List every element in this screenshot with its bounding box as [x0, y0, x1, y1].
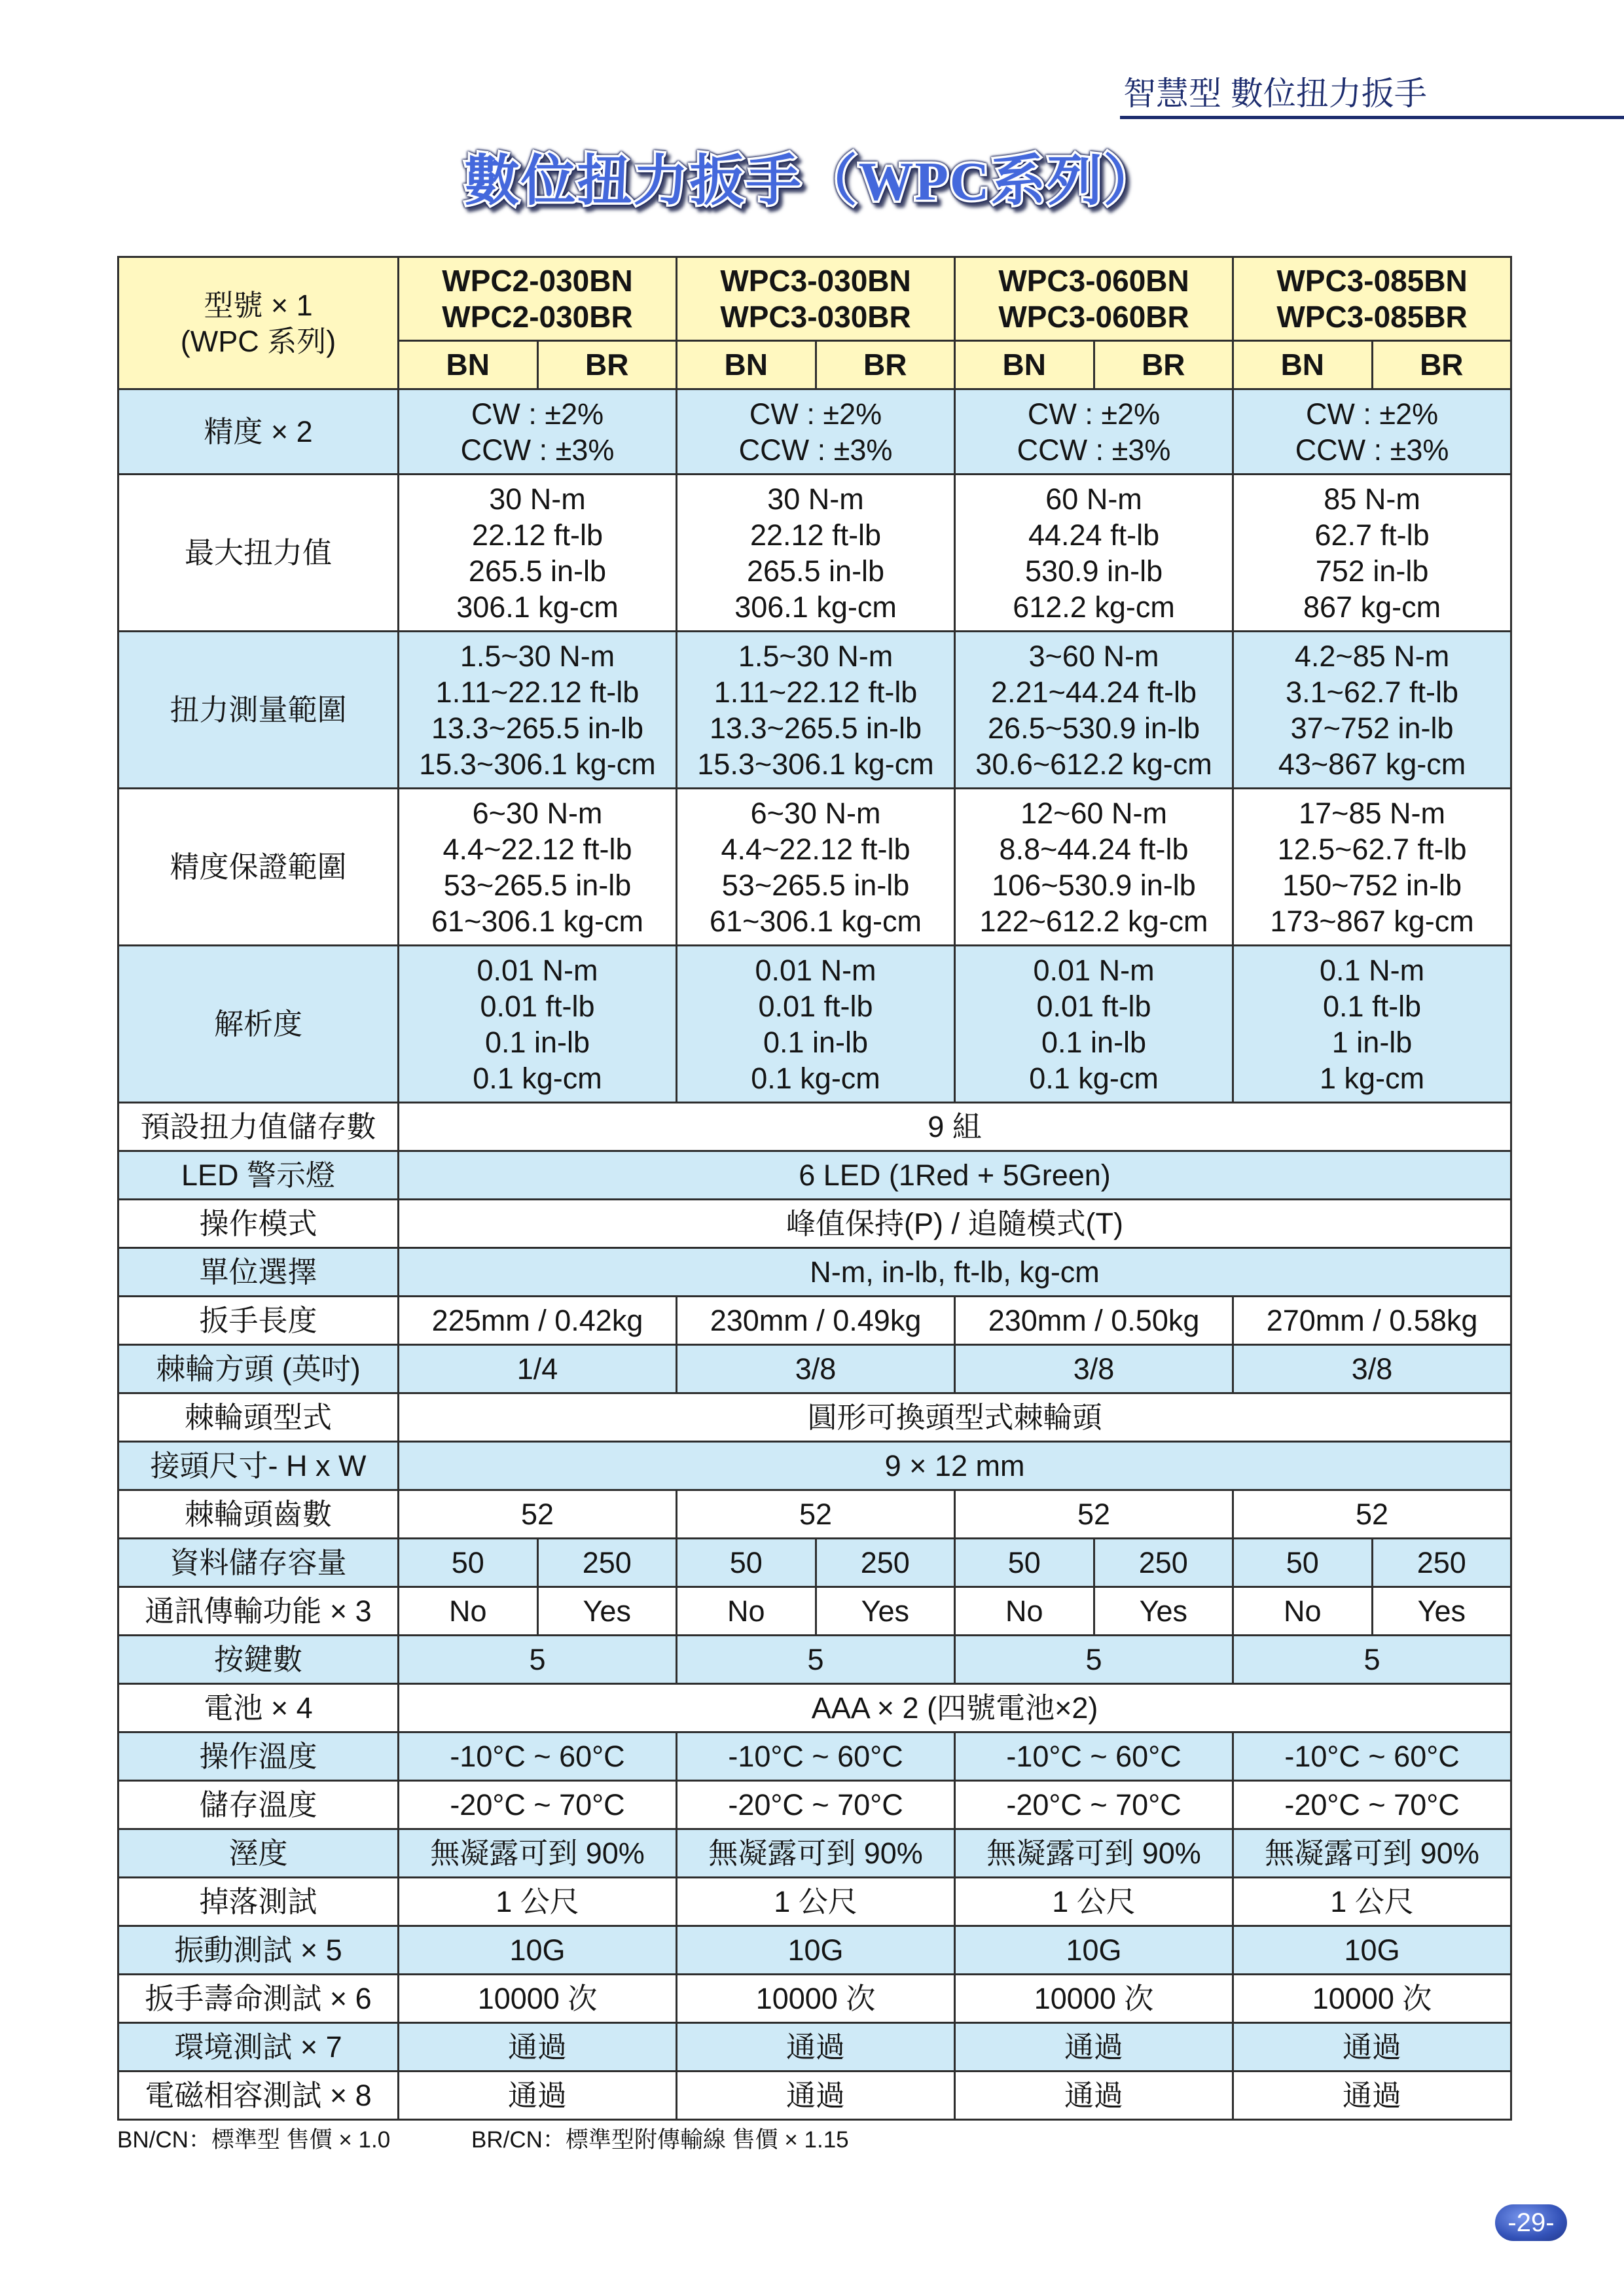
- table-header: [118, 257, 1511, 389]
- spec-value-line: 52: [520, 1498, 554, 1531]
- spec-value-line: 0.1 in-lb: [484, 1025, 590, 1059]
- spec-value-line: 12.5~62.7 ft-lb: [1277, 832, 1467, 866]
- spec-value: [1233, 1926, 1511, 1975]
- variant-header: BR: [537, 341, 677, 389]
- spec-value-line: 10000 次: [1034, 1982, 1154, 2015]
- variant-header: BN: [955, 341, 1094, 389]
- spec-value: Yes: [1372, 1587, 1511, 1636]
- spec-value: [955, 789, 1233, 946]
- spec-value-line: 265.5 in-lb: [468, 554, 607, 588]
- spec-value: [1233, 946, 1511, 1103]
- spec-value: [955, 1926, 1233, 1975]
- spec-value: [1233, 1975, 1511, 2023]
- spec-value-line: 150~752 in-lb: [1282, 868, 1462, 902]
- model-label-line: 型號 × 1: [204, 288, 313, 322]
- spec-value-line: 通過: [786, 2079, 846, 2112]
- spec-value: [677, 789, 955, 946]
- spec-value-line: CCW : ±3%: [1295, 433, 1449, 467]
- model-name: WPC2-030BR: [442, 299, 633, 334]
- spec-value: [1233, 2023, 1511, 2072]
- spec-value: [677, 475, 955, 632]
- spec-value: [399, 1781, 677, 1829]
- spec-value: [955, 1345, 1233, 1393]
- spec-value-line: 0.01 N-m: [477, 953, 598, 987]
- spec-value-line: -10°C ~ 60°C: [1284, 1740, 1460, 1773]
- spec-value-line: 1 公尺: [1052, 1885, 1136, 1918]
- spec-value-line: 通過: [786, 2030, 846, 2064]
- spec-value-line: 3~60 N-m: [1028, 639, 1159, 673]
- spec-value: 50: [1233, 1539, 1373, 1587]
- spec-value-line: -10°C ~ 60°C: [450, 1740, 625, 1773]
- row-label: 電磁相容測試 × 8: [118, 2072, 399, 2120]
- spec-value: [677, 1975, 955, 2023]
- spec-value-line: 1.5~30 N-m: [460, 639, 615, 673]
- page-number: -29-: [1495, 2204, 1567, 2241]
- spec-value: [677, 1781, 955, 1829]
- spec-value-line: 0.1 ft-lb: [1323, 989, 1422, 1023]
- spec-value-line: 10G: [1344, 1933, 1400, 1967]
- spec-row: [118, 2072, 1511, 2120]
- spec-row: [118, 632, 1511, 789]
- spec-row: [118, 1442, 1511, 1490]
- spec-value-line: 1 公尺: [1330, 1885, 1414, 1918]
- spec-value-line: 通過: [1343, 2079, 1402, 2112]
- spec-value-line: 10000 次: [477, 1982, 598, 2015]
- row-label: 環境測試 × 7: [118, 2023, 399, 2072]
- spec-value: Yes: [1094, 1587, 1233, 1636]
- row-label: 儲存溫度: [118, 1781, 399, 1829]
- row-label: 預設扭力值儲存數: [118, 1103, 399, 1151]
- spec-row: [118, 1926, 1511, 1975]
- row-label: 單位選擇: [118, 1248, 399, 1297]
- model-name: WPC3-085BR: [1276, 299, 1468, 334]
- spec-value-line: -20°C ~ 70°C: [1006, 1788, 1182, 1821]
- spec-value-line: 265.5 in-lb: [746, 554, 885, 588]
- spec-value: 6 LED (1Red + 5Green): [399, 1151, 1511, 1200]
- spec-value-line: 530.9 in-lb: [1024, 554, 1163, 588]
- spec-value-line: 6~30 N-m: [750, 796, 881, 830]
- variant-header: BR: [1094, 341, 1233, 389]
- spec-value: [955, 1975, 1233, 2023]
- spec-value-line: 3.1~62.7 ft-lb: [1286, 675, 1459, 709]
- model-header-row: [118, 257, 1511, 341]
- spec-value: [677, 1926, 955, 1975]
- spec-value: [399, 1975, 677, 2023]
- spec-value-line: 22.12 ft-lb: [749, 518, 882, 552]
- spec-value-line: 10000 次: [755, 1982, 876, 2015]
- spec-row: [118, 1393, 1511, 1442]
- spec-value-line: 5: [807, 1643, 824, 1676]
- spec-value: 250: [816, 1539, 955, 1587]
- spec-value: [399, 1878, 677, 1926]
- variant-header: BN: [677, 341, 816, 389]
- spec-row: [118, 1248, 1511, 1297]
- spec-value-line: 30 N-m: [767, 482, 864, 516]
- spec-value: Yes: [537, 1587, 677, 1636]
- spec-value-line: 62.7 ft-lb: [1314, 518, 1430, 552]
- spec-value: [399, 632, 677, 789]
- spec-value-line: CCW : ±3%: [1017, 433, 1171, 467]
- spec-value-line: 5: [1363, 1643, 1380, 1676]
- spec-value: [677, 1829, 955, 1878]
- spec-value-line: 0.01 N-m: [755, 953, 876, 987]
- row-label: 扳手壽命測試 × 6: [118, 1975, 399, 2023]
- spec-value-line: 6~30 N-m: [472, 796, 603, 830]
- spec-value-line: 2.21~44.24 ft-lb: [991, 675, 1197, 709]
- spec-value-line: 53~265.5 in-lb: [721, 868, 910, 902]
- spec-value: [677, 1345, 955, 1393]
- model-name: WPC3-030BR: [720, 299, 911, 334]
- spec-value-line: 0.1 kg-cm: [751, 1061, 880, 1095]
- spec-value: [677, 1636, 955, 1684]
- spec-row: [118, 1781, 1511, 1829]
- section-heading: 智慧型 數位扭力扳手: [1123, 75, 1427, 112]
- spec-value-line: 752 in-lb: [1315, 554, 1429, 588]
- spec-table: [117, 256, 1512, 2121]
- spec-value-line: 26.5~530.9 in-lb: [988, 711, 1200, 745]
- spec-row: [118, 1151, 1511, 1200]
- spec-value-line: 1 公尺: [496, 1885, 579, 1918]
- spec-value: [1233, 2072, 1511, 2120]
- spec-value: 50: [399, 1539, 538, 1587]
- spec-value: [399, 1345, 677, 1393]
- spec-value: [1233, 1490, 1511, 1539]
- spec-value-line: 10000 次: [1312, 1982, 1432, 2015]
- spec-value: [1233, 1781, 1511, 1829]
- row-label: 精度保證範圍: [118, 789, 399, 946]
- footnote: BR/CN：標準型附傳輸線 售價 × 1.15: [471, 2127, 849, 2153]
- spec-value: [677, 1732, 955, 1781]
- spec-value-line: 無凝露可到 90%: [708, 1837, 923, 1870]
- row-label: 解析度: [118, 946, 399, 1103]
- spec-value-line: 0.1 kg-cm: [473, 1061, 602, 1095]
- spec-row: [118, 2023, 1511, 2072]
- model-header: [955, 257, 1233, 341]
- spec-value-line: 0.1 N-m: [1320, 953, 1425, 987]
- spec-value-line: 通過: [1343, 2030, 1402, 2064]
- spec-value-line: 4.2~85 N-m: [1294, 639, 1450, 673]
- row-label: 振動測試 × 5: [118, 1926, 399, 1975]
- spec-value-line: 106~530.9 in-lb: [992, 868, 1196, 902]
- spec-value-line: CW : ±2%: [1305, 397, 1439, 431]
- spec-value: [677, 1878, 955, 1926]
- spec-value: [677, 632, 955, 789]
- spec-value-line: 5: [529, 1643, 546, 1676]
- spec-row: [118, 1490, 1511, 1539]
- spec-value-line: 270mm / 0.58kg: [1266, 1304, 1478, 1337]
- spec-value-line: 22.12 ft-lb: [471, 518, 604, 552]
- spec-value-line: 0.01 ft-lb: [1036, 989, 1151, 1023]
- spec-value: [955, 1297, 1233, 1345]
- spec-value-line: 0.1 in-lb: [1041, 1025, 1147, 1059]
- heading-underline: [1120, 116, 1624, 119]
- spec-value-line: CW : ±2%: [471, 397, 604, 431]
- spec-value: No: [677, 1587, 816, 1636]
- spec-value: 圓形可換頭型式棘輪頭: [399, 1393, 1511, 1442]
- spec-value-line: CCW : ±3%: [460, 433, 615, 467]
- spec-value-line: 10G: [509, 1933, 566, 1967]
- row-label: 精度 × 2: [118, 389, 399, 475]
- spec-value-line: CW : ±2%: [1027, 397, 1161, 431]
- spec-value: [399, 1490, 677, 1539]
- spec-value: [399, 1926, 677, 1975]
- spec-value-line: 3/8: [1073, 1352, 1115, 1386]
- spec-value: [677, 946, 955, 1103]
- spec-value: [955, 946, 1233, 1103]
- spec-value-line: CCW : ±3%: [738, 433, 893, 467]
- spec-value-line: -20°C ~ 70°C: [1284, 1788, 1460, 1821]
- spec-value-line: 612.2 kg-cm: [1013, 590, 1175, 624]
- spec-value: [955, 1781, 1233, 1829]
- spec-value: 250: [1094, 1539, 1233, 1587]
- spec-value-line: 43~867 kg-cm: [1278, 747, 1466, 781]
- spec-value-line: 17~85 N-m: [1299, 796, 1445, 830]
- spec-value: [1233, 1878, 1511, 1926]
- spec-value: [1233, 632, 1511, 789]
- spec-value: [955, 1636, 1233, 1684]
- spec-value-line: -20°C ~ 70°C: [450, 1788, 625, 1821]
- spec-value-line: 13.3~265.5 in-lb: [710, 711, 922, 745]
- spec-value-line: 225mm / 0.42kg: [431, 1304, 643, 1337]
- spec-value: [1233, 789, 1511, 946]
- spec-value-line: 61~306.1 kg-cm: [710, 904, 922, 938]
- spec-value: [399, 2023, 677, 2072]
- variant-header: BR: [816, 341, 955, 389]
- spec-value: [955, 1878, 1233, 1926]
- spec-value-line: 1 kg-cm: [1320, 1061, 1425, 1095]
- spec-value-line: 1/4: [516, 1352, 558, 1386]
- spec-value-line: 60 N-m: [1045, 482, 1142, 516]
- row-label: LED 警示燈: [118, 1151, 399, 1200]
- spec-value: [1233, 1636, 1511, 1684]
- spec-row: [118, 1587, 1511, 1636]
- spec-section: [117, 256, 1510, 2155]
- spec-value-line: 230mm / 0.49kg: [710, 1304, 922, 1337]
- spec-value: [955, 389, 1233, 475]
- spec-value-line: 0.1 kg-cm: [1029, 1061, 1159, 1095]
- spec-value-line: 122~612.2 kg-cm: [979, 904, 1208, 938]
- spec-value-line: 通過: [1064, 2030, 1124, 2064]
- spec-value: AAA × 2 (四號電池×2): [399, 1684, 1511, 1732]
- spec-value-line: 85 N-m: [1324, 482, 1420, 516]
- spec-value-line: 61~306.1 kg-cm: [431, 904, 643, 938]
- spec-value-line: 通過: [508, 2079, 568, 2112]
- spec-value-line: 3/8: [795, 1352, 837, 1386]
- spec-value-line: 52: [1356, 1498, 1389, 1531]
- spec-value: [1233, 1732, 1511, 1781]
- spec-value-line: 1.11~22.12 ft-lb: [435, 675, 640, 709]
- spec-value-line: 10G: [1066, 1933, 1122, 1967]
- spec-value: [399, 389, 677, 475]
- spec-value: 50: [955, 1539, 1094, 1587]
- spec-value-line: 306.1 kg-cm: [456, 590, 619, 624]
- spec-value: [399, 1732, 677, 1781]
- spec-value-line: 3/8: [1351, 1352, 1393, 1386]
- spec-value-line: 0.1 in-lb: [763, 1025, 869, 1059]
- spec-value: [955, 2072, 1233, 2120]
- row-label: 溼度: [118, 1829, 399, 1878]
- spec-value-line: 37~752 in-lb: [1290, 711, 1454, 745]
- model-name: WPC3-030BN: [720, 263, 911, 298]
- spec-row: [118, 475, 1511, 632]
- spec-value-line: 1 in-lb: [1331, 1025, 1413, 1059]
- spec-value-line: 4.4~22.12 ft-lb: [721, 832, 911, 866]
- spec-value: [1233, 1829, 1511, 1878]
- spec-row: [118, 1975, 1511, 2023]
- spec-value: [399, 789, 677, 946]
- spec-row: [118, 1539, 1511, 1587]
- spec-value-line: 30 N-m: [489, 482, 586, 516]
- spec-row: [118, 1684, 1511, 1732]
- model-name: WPC3-060BN: [998, 263, 1189, 298]
- spec-value-line: 通過: [1064, 2079, 1124, 2112]
- model-label-line: (WPC 系列): [180, 324, 336, 358]
- spec-value: [1233, 389, 1511, 475]
- spec-row: [118, 389, 1511, 475]
- spec-value: [1233, 1297, 1511, 1345]
- spec-value-line: 0.01 N-m: [1033, 953, 1155, 987]
- spec-value-line: 306.1 kg-cm: [734, 590, 897, 624]
- spec-value-line: 867 kg-cm: [1303, 590, 1441, 624]
- row-label: 棘輪頭齒數: [118, 1490, 399, 1539]
- spec-value: N-m, in-lb, ft-lb, kg-cm: [399, 1248, 1511, 1297]
- page-title: 數位扭力扳手（WPC系列）: [464, 151, 1160, 212]
- spec-row: [118, 1636, 1511, 1684]
- spec-value-line: 10G: [787, 1933, 844, 1967]
- spec-value-line: 44.24 ft-lb: [1028, 518, 1160, 552]
- spec-value-line: 15.3~306.1 kg-cm: [697, 747, 934, 781]
- row-label: 棘輪頭型式: [118, 1393, 399, 1442]
- footnote: BN/CN：標準型 售價 × 1.0: [117, 2127, 391, 2153]
- spec-value: [955, 1829, 1233, 1878]
- spec-row: [118, 1103, 1511, 1151]
- spec-value: Yes: [816, 1587, 955, 1636]
- model-header: [399, 257, 677, 341]
- spec-value-line: -10°C ~ 60°C: [1006, 1740, 1182, 1773]
- spec-value-line: 0.01 ft-lb: [480, 989, 595, 1023]
- spec-value: [399, 1297, 677, 1345]
- spec-value-line: 1 公尺: [774, 1885, 857, 1918]
- spec-value-line: 8.8~44.24 ft-lb: [999, 832, 1189, 866]
- spec-value: No: [1233, 1587, 1373, 1636]
- spec-value: 9 × 12 mm: [399, 1442, 1511, 1490]
- spec-value-line: 173~867 kg-cm: [1270, 904, 1474, 938]
- spec-value: [399, 475, 677, 632]
- spec-value: 250: [1372, 1539, 1511, 1587]
- row-label: 扭力測量範圍: [118, 632, 399, 789]
- spec-value-line: CW : ±2%: [749, 397, 882, 431]
- spec-value: [955, 632, 1233, 789]
- spec-value-line: 0.01 ft-lb: [758, 989, 873, 1023]
- row-label: 操作溫度: [118, 1732, 399, 1781]
- row-label: 掉落測試: [118, 1878, 399, 1926]
- spec-value: [677, 1490, 955, 1539]
- row-label: 按鍵數: [118, 1636, 399, 1684]
- spec-value: [1233, 1345, 1511, 1393]
- row-label: 資料儲存容量: [118, 1539, 399, 1587]
- spec-value: [955, 1490, 1233, 1539]
- spec-value-line: 1.5~30 N-m: [738, 639, 893, 673]
- spec-value: [955, 1732, 1233, 1781]
- spec-row: [118, 1878, 1511, 1926]
- spec-value-line: -20°C ~ 70°C: [728, 1788, 903, 1821]
- spec-value-line: 通過: [508, 2030, 568, 2064]
- spec-value: [677, 389, 955, 475]
- spec-value: No: [955, 1587, 1094, 1636]
- model-header: [1233, 257, 1511, 341]
- spec-value-line: 無凝露可到 90%: [1265, 1837, 1479, 1870]
- row-label: 扳手長度: [118, 1297, 399, 1345]
- model-column-header: [118, 257, 399, 389]
- spec-value: 50: [677, 1539, 816, 1587]
- spec-value: [399, 2072, 677, 2120]
- spec-value: [1233, 475, 1511, 632]
- spec-value-line: 52: [799, 1498, 833, 1531]
- model-name: WPC3-085BN: [1276, 263, 1468, 298]
- spec-value: No: [399, 1587, 538, 1636]
- spec-value-line: 230mm / 0.50kg: [988, 1304, 1200, 1337]
- row-label: 接頭尺寸- H x W: [118, 1442, 399, 1490]
- spec-value-line: 1.11~22.12 ft-lb: [713, 675, 918, 709]
- spec-row: [118, 1732, 1511, 1781]
- spec-value-line: 15.3~306.1 kg-cm: [419, 747, 656, 781]
- spec-value-line: 53~265.5 in-lb: [443, 868, 632, 902]
- spec-value: [677, 1297, 955, 1345]
- spec-value: 峰值保持(P) / 追隨模式(T): [399, 1200, 1511, 1248]
- spec-value: [399, 1636, 677, 1684]
- spec-value-line: 12~60 N-m: [1020, 796, 1167, 830]
- spec-row: [118, 1345, 1511, 1393]
- spec-value: [955, 2023, 1233, 2072]
- spec-value: [399, 946, 677, 1103]
- spec-value: [399, 1829, 677, 1878]
- spec-value-line: 4.4~22.12 ft-lb: [442, 832, 632, 866]
- model-name: WPC3-060BR: [998, 299, 1189, 334]
- model-header: [677, 257, 955, 341]
- spec-value: [955, 475, 1233, 632]
- spec-value: [677, 2023, 955, 2072]
- spec-row: [118, 1829, 1511, 1878]
- footnotes: [117, 2126, 1510, 2155]
- spec-value: [677, 2072, 955, 2120]
- spec-value-line: -10°C ~ 60°C: [728, 1740, 903, 1773]
- spec-row: [118, 946, 1511, 1103]
- spec-value-line: 30.6~612.2 kg-cm: [975, 747, 1212, 781]
- variant-header: BR: [1372, 341, 1511, 389]
- variant-header: BN: [1233, 341, 1373, 389]
- row-label: 最大扭力值: [118, 475, 399, 632]
- spec-value-line: 無凝露可到 90%: [430, 1837, 645, 1870]
- spec-row: [118, 789, 1511, 946]
- table-body: [118, 389, 1511, 2120]
- spec-value: 9 組: [399, 1103, 1511, 1151]
- spec-value-line: 5: [1085, 1643, 1102, 1676]
- spec-value-line: 52: [1077, 1498, 1111, 1531]
- row-label: 操作模式: [118, 1200, 399, 1248]
- model-name: WPC2-030BN: [442, 263, 633, 298]
- spec-value-line: 無凝露可到 90%: [986, 1837, 1201, 1870]
- row-label: 通訊傳輸功能 × 3: [118, 1587, 399, 1636]
- spec-value: 250: [537, 1539, 677, 1587]
- row-label: 棘輪方頭 (英吋): [118, 1345, 399, 1393]
- spec-row: [118, 1200, 1511, 1248]
- spec-value-line: 13.3~265.5 in-lb: [431, 711, 644, 745]
- row-label: 電池 × 4: [118, 1684, 399, 1732]
- variant-header: BN: [399, 341, 538, 389]
- spec-row: [118, 1297, 1511, 1345]
